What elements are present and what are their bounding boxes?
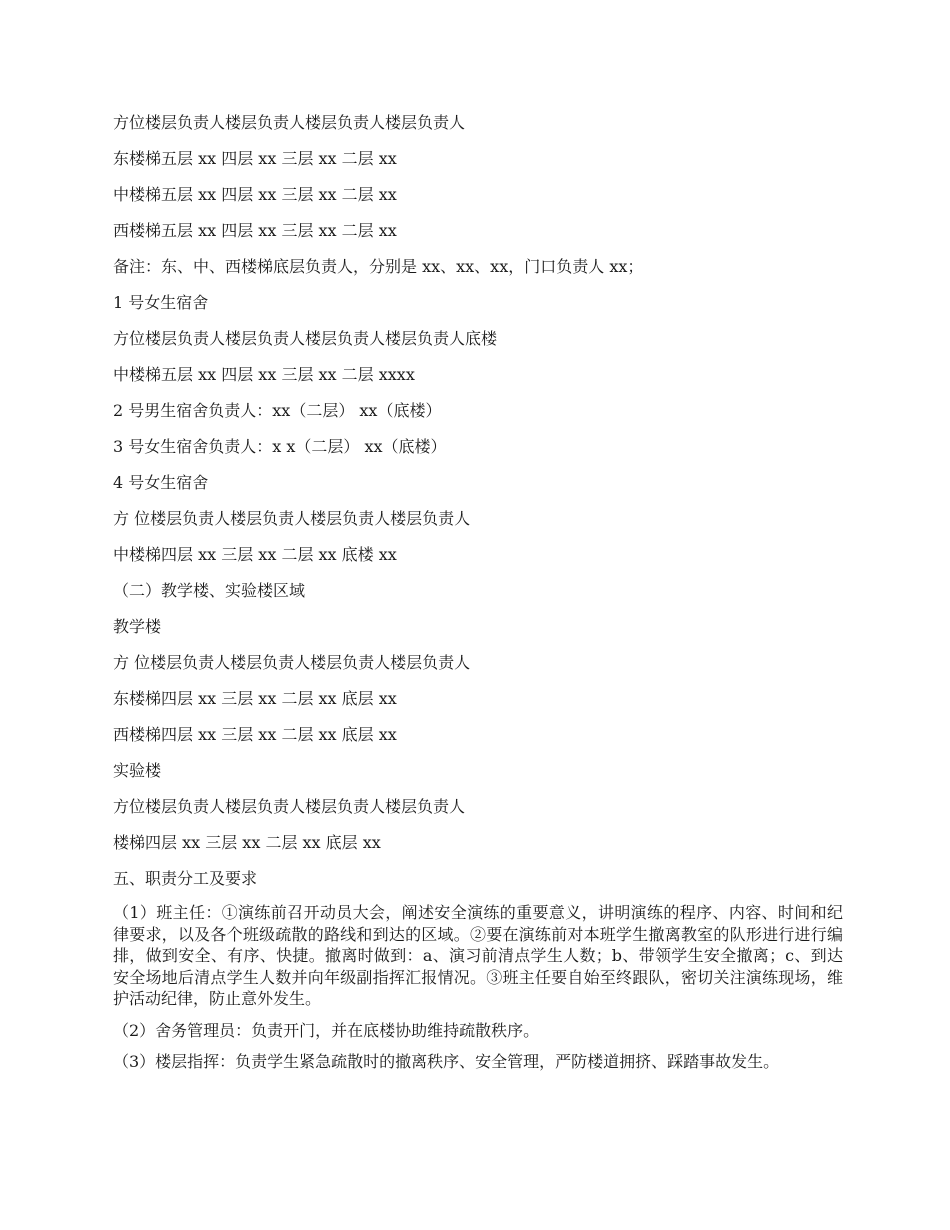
- duty-paragraph-head-teacher: （1）班主任：①演练前召开动员大会，阐述安全演练的重要意义，讲明演练的程序、内容、时间和纪律要求，以及各个班级疏散的路线和到达的区域。②要在演练前对本班学生撤离教室的队形进行进行编排，做到安全、有序、快捷。撤离时做到：a、演习前清点学生人数；b、带领学生安全撤离；c、到达安全场地后清点学生人数并向年级副指挥汇报情况。③班主任要自始至终跟队，密切关注演练现场，维护活动纪律，防止意外发生。: [113, 903, 843, 1008]
- section-heading-teaching-area: （二）教学楼、实验楼区域: [113, 581, 306, 600]
- table-header-line: 方位楼层负责人楼层负责人楼层负责人楼层负责人: [113, 113, 466, 132]
- duty-paragraph-dorm-manager: （2）舍务管理员：负责开门，并在底楼协助维持疏散秩序。: [113, 1020, 540, 1040]
- dorm-4-header-line: 方 位楼层负责人楼层负责人楼层负责人楼层负责人: [113, 509, 471, 528]
- teaching-west-stairs-line: 西楼梯四层 xx 三层 xx 二层 xx 底层 xx: [113, 725, 397, 744]
- lab-stairs-line: 楼梯四层 xx 三层 xx 二层 xx 底层 xx: [113, 833, 381, 852]
- teaching-building-heading: 教学楼: [113, 617, 162, 636]
- teaching-header-line: 方 位楼层负责人楼层负责人楼层负责人楼层负责人: [113, 653, 471, 672]
- middle-stairs-line: 中楼梯五层 xx 四层 xx 三层 xx 二层 xx: [113, 185, 397, 204]
- dorm-4-middle-stairs-line: 中楼梯四层 xx 三层 xx 二层 xx 底楼 xx: [113, 545, 397, 564]
- remark-line: 备注：东、中、西楼梯底层负责人，分别是 xx、xx、xx，门口负责人 xx；: [113, 257, 644, 276]
- dorm-3-line: 3 号女生宿舍负责人：x x（二层） xx（底楼）: [113, 437, 447, 456]
- dorm-2-line: 2 号男生宿舍负责人：xx（二层） xx（底楼）: [113, 401, 442, 420]
- lab-header-line: 方位楼层负责人楼层负责人楼层负责人楼层负责人: [113, 797, 466, 816]
- dorm-1-heading: 1 号女生宿舍: [113, 293, 209, 312]
- east-stairs-line: 东楼梯五层 xx 四层 xx 三层 xx 二层 xx: [113, 149, 397, 168]
- section-heading-duties: 五、职责分工及要求: [113, 869, 258, 888]
- lab-building-heading: 实验楼: [113, 761, 162, 780]
- document-page: [113, 110, 843, 1083]
- dorm-4-heading: 4 号女生宿舍: [113, 473, 209, 492]
- west-stairs-line: 西楼梯五层 xx 四层 xx 三层 xx 二层 xx: [113, 221, 397, 240]
- dorm-1-middle-stairs-line: 中楼梯五层 xx 四层 xx 三层 xx 二层 xxxx: [113, 365, 415, 384]
- dorm-1-header-line: 方位楼层负责人楼层负责人楼层负责人楼层负责人底楼: [113, 329, 498, 348]
- duty-paragraph-floor-commander: （3）楼层指挥：负责学生紧急疏散时的撤离秩序、安全管理，严防楼道拥挤、踩踏事故发生。: [113, 1052, 780, 1071]
- teaching-east-stairs-line: 东楼梯四层 xx 三层 xx 二层 xx 底层 xx: [113, 689, 397, 708]
